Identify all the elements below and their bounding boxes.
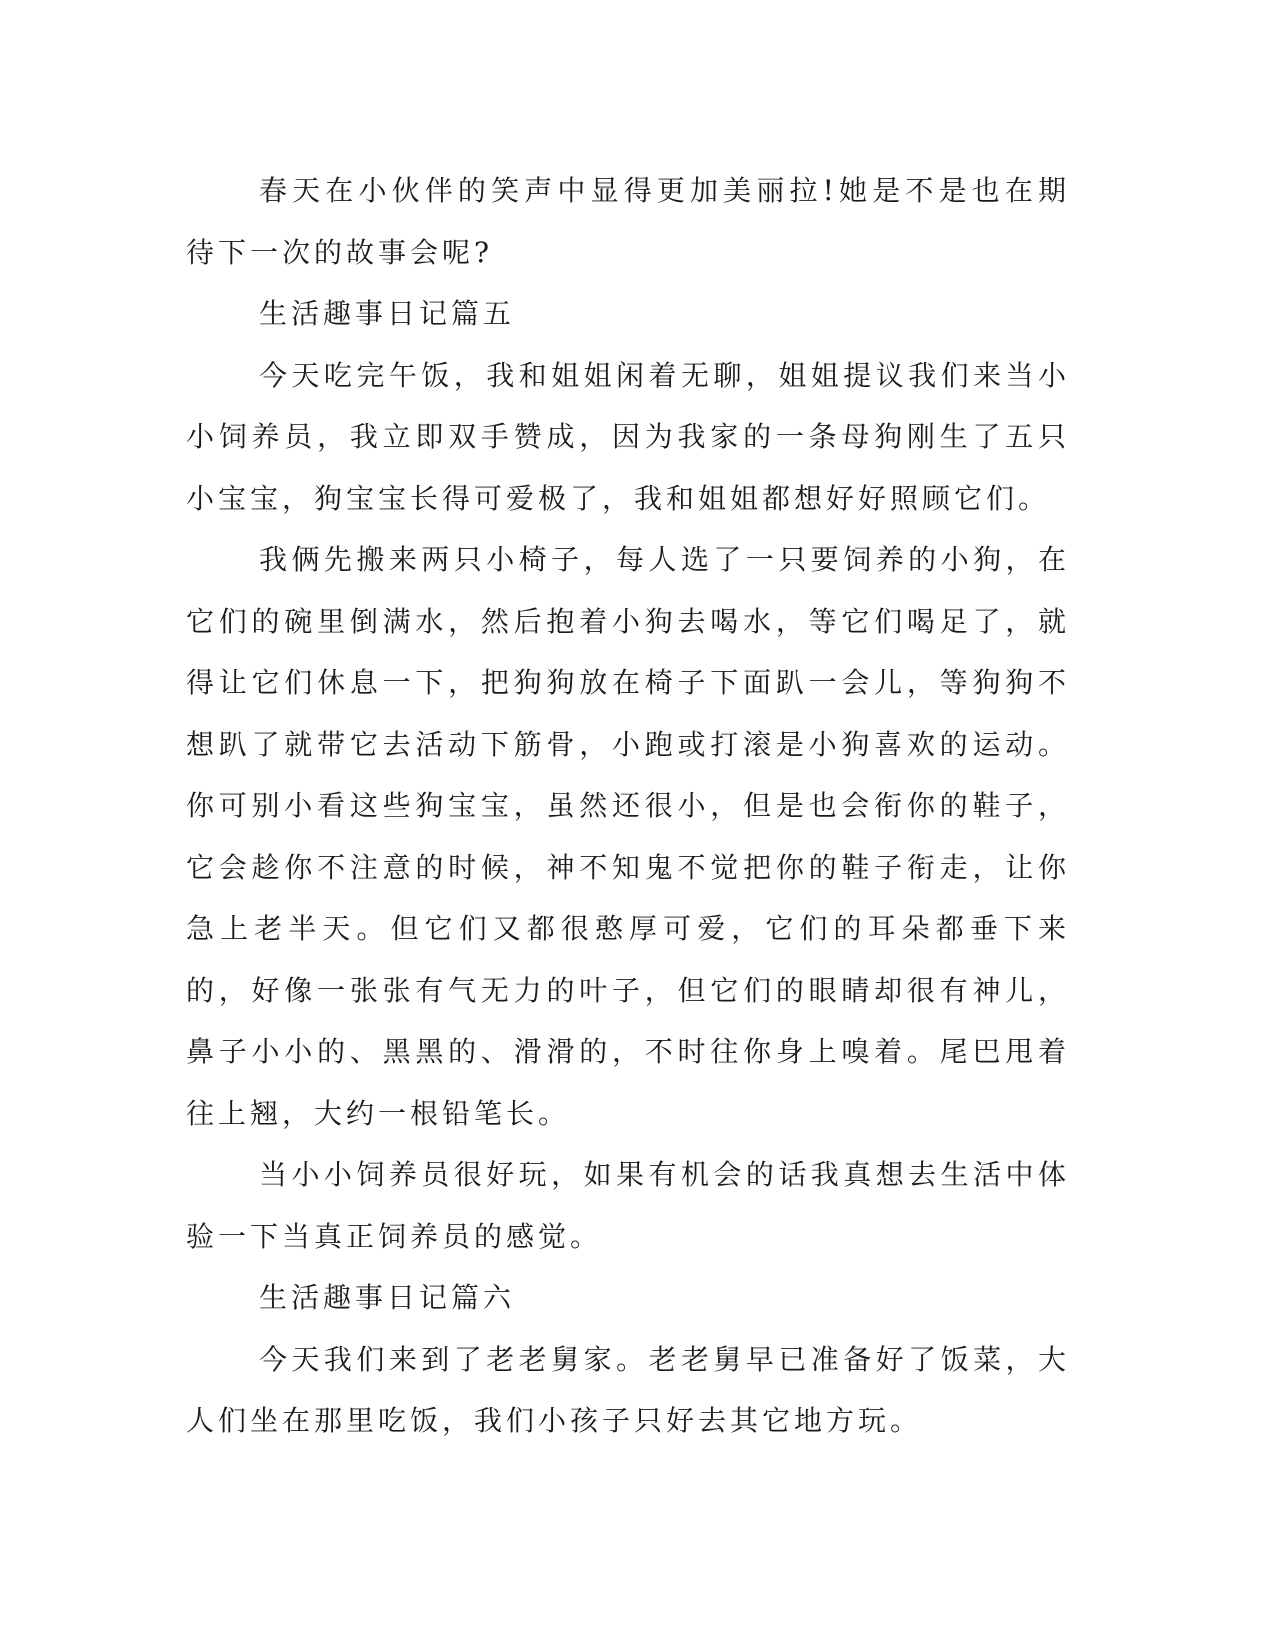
paragraph-feeding-puppies: 我俩先搬来两只小椅子，每人选了一只要饲养的小狗，在它们的碗里倒满水，然后抱着小狗去喝水，等它们喝足了，就得让它们休息一下，把狗狗放在椅子下面趴一会儿，等狗狗不想趴了就带它去活动下筋骨，小跑或打滚是小狗喜欢的运动。你可别小看这些狗宝宝，虽然还很小，但是也会衔你的鞋子，它会趁你不注意的时候，神不知鬼不觉把你的鞋子衔走，让你急上老半天。但它们又都很憨厚可爱，它们的耳朵都垂下来的，好像一张张有气无力的叶子，但它们的眼睛却很有神儿，鼻子小小的、黑黑的、滑滑的，不时往你身上嗅着。尾巴甩着往上翘，大约一根铅笔长。 (186, 543, 1070, 1130)
heading-diary-part-6: 生活趣事日记篇六 (259, 1281, 516, 1314)
paragraph-spring-ending: 春天在小伙伴的笑声中显得更加美丽拉!她是不是也在期待下一次的故事会呢? (186, 174, 1070, 269)
paragraph-uncle-visit: 今天我们来到了老老舅家。老老舅早已准备好了饭菜，大人们坐在那里吃饭，我们小孩子只好去其它地方玩。 (186, 1342, 1070, 1437)
paragraph-feeder-conclusion: 当小小饲养员很好玩，如果有机会的话我真想去生活中体验一下当真正饲养员的感觉。 (186, 1158, 1070, 1253)
paragraph-feeder-intro: 今天吃完午饭，我和姐姐闲着无聊，姐姐提议我们来当小小饲养员，我立即双手赞成，因为我家的一条母狗刚生了五只小宝宝，狗宝宝长得可爱极了，我和姐姐都想好好照顾它们。 (186, 358, 1070, 515)
heading-diary-part-5: 生活趣事日记篇五 (259, 297, 516, 330)
document-body (186, 160, 1070, 1452)
